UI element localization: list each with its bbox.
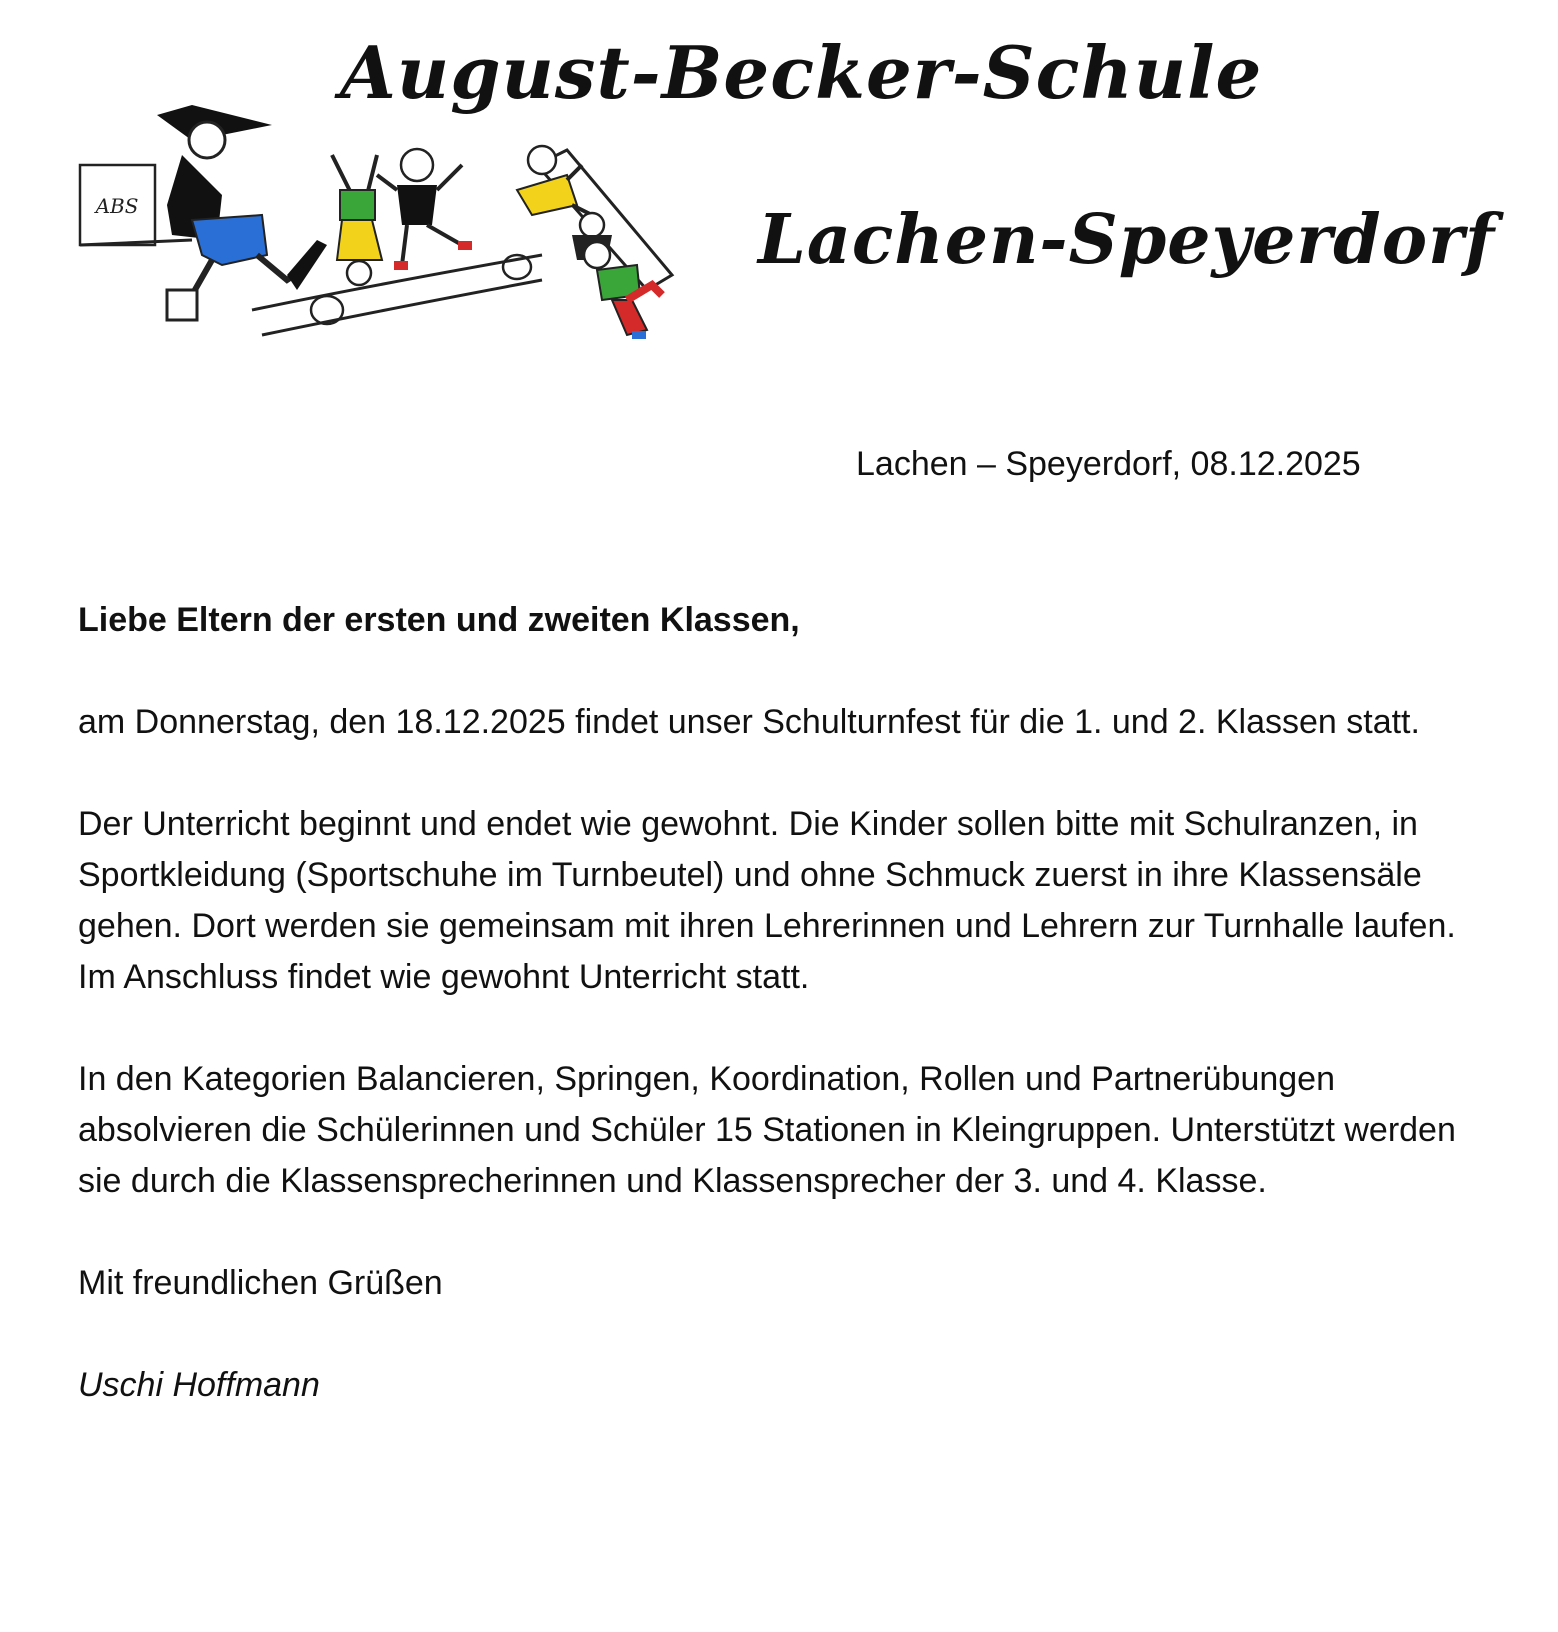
closing: Mit freundlichen Grüßen (78, 1264, 443, 1302)
signature: Uschi Hoffmann (78, 1366, 320, 1404)
date-line: Lachen – Speyerdorf, 08.12.2025 (856, 445, 1361, 483)
school-name: August-Becker-Schule (340, 30, 1263, 115)
letterhead (0, 0, 1558, 360)
paragraph-procedure: Der Unterricht beginnt und endet wie gewohnt. Die Kinder sollen bitte mit Schulranzen, in Sportkleidung (Sportschuhe im Turnbeutel) und ohne Schmuck zuerst in ihre Klassensäle gehen. Dort werden sie gemeinsam mit ihren Lehrerinnen und Lehrern zur Turnhalle laufen. Im Anschluss findet wie gewohnt Unterricht statt. (78, 805, 1456, 996)
school-place: Lachen-Speyerdorf (758, 200, 1496, 280)
salutation: Liebe Eltern der ersten und zweiten Klassen, (78, 601, 800, 639)
logo-flag-text: ABS (95, 194, 139, 218)
letter-body (78, 595, 1498, 1411)
school-children-logo-icon (72, 95, 712, 355)
paragraph-date: am Donnerstag, den 18.12.2025 findet unser Schulturnfest für die 1. und 2. Klassen statt. (78, 703, 1420, 741)
paragraph-categories: In den Kategorien Balancieren, Springen, Koordination, Rollen und Partnerübungen absolvieren die Schülerinnen und Schüler 15 Stationen in Kleingruppen. Unterstützt werden sie durch die Klassensprecherinnen und Klassensprecher der 3. und 4. Klasse. (78, 1060, 1456, 1200)
